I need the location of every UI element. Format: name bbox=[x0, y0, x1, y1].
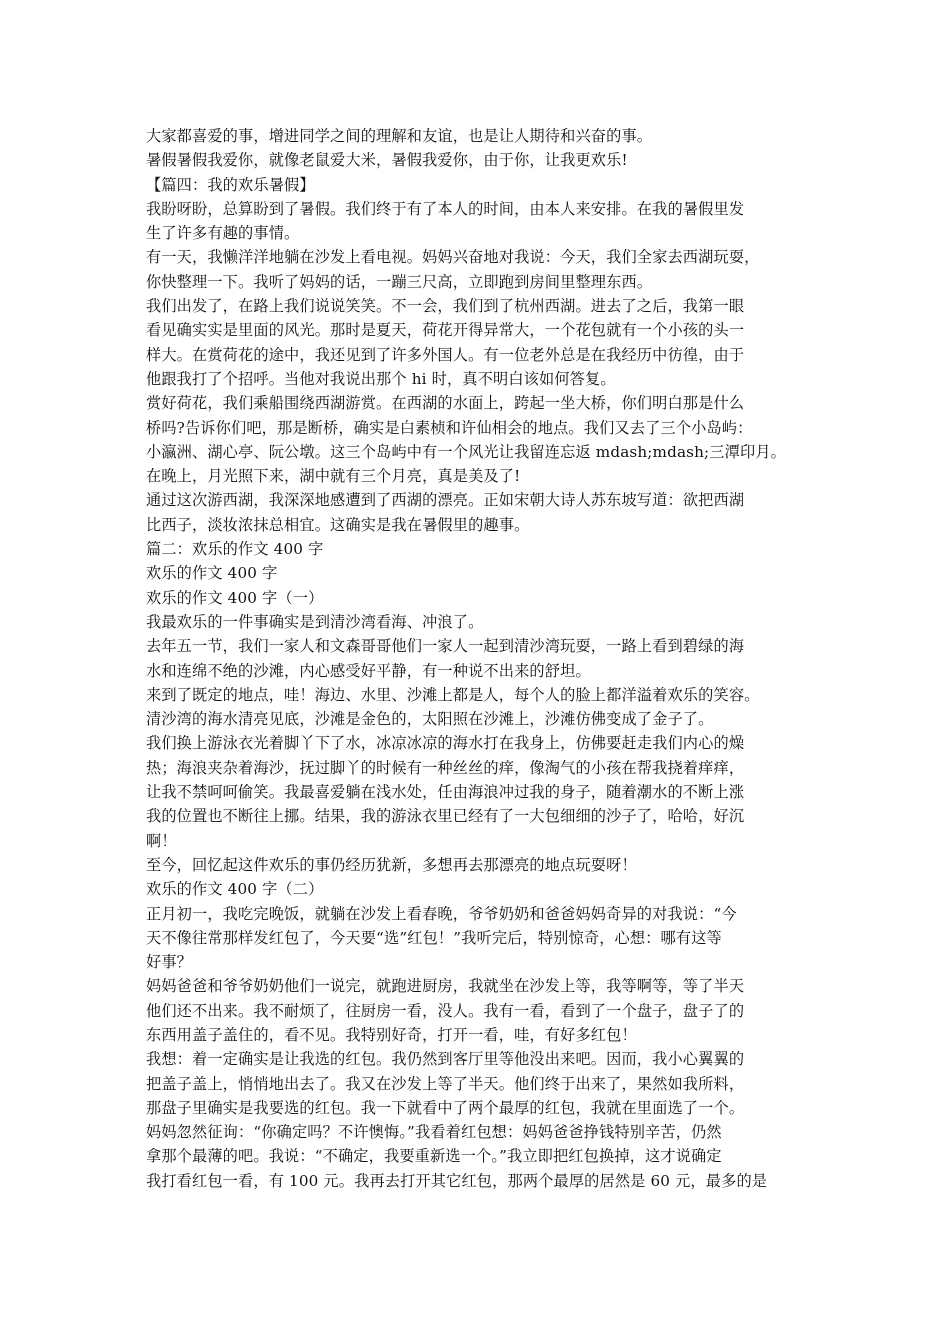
text-line: 至今，回忆起这件欢乐的事仍经历犹新，多想再去那漂亮的地点玩耍呀！ bbox=[146, 855, 637, 874]
text-line: 桥吗?告诉你们吧，那是断桥，确实是白素桢和许仙相会的地点。我们又去了三个小岛屿： bbox=[146, 418, 753, 437]
text-line: 我想：着一定确实是让我选的红包。我仍然到客厅里等他没出来吧。因而，我小心翼翼的 bbox=[146, 1050, 745, 1069]
text-line: 拿那个最薄的吧。我说：“不确定，我要重新选一个。”我立即把红包换掉，这才说确定 bbox=[146, 1147, 722, 1166]
text-line: 热；海浪夹杂着海沙，抚过脚丫的时候有一种丝丝的痒，像淘气的小孩在帮我挠着痒痒， bbox=[146, 758, 745, 777]
text-line: 生了许多有趣的事情。 bbox=[146, 224, 300, 243]
text-line: 在晚上，月光照下来，湖中就有三个月亮，真是美及了! bbox=[146, 467, 521, 486]
text-line: 样大。在赏荷花的途中，我还见到了许多外国人。有一位老外总是在我经历中彷徨，由于 bbox=[146, 345, 745, 364]
text-line: 比西子，淡妆浓抹总相宜。这确实是我在暑假里的趣事。 bbox=[146, 515, 530, 534]
section-heading: 篇二：欢乐的作文 400 字 bbox=[146, 540, 324, 559]
text-line: 正月初一，我吃完晚饭，就躺在沙发上看春晚，爷爷奶奶和爸爸妈妈奇异的对我说：“今 bbox=[146, 904, 737, 923]
text-line: 我最欢乐的一件事确实是到清沙湾看海、冲浪了。 bbox=[146, 612, 484, 631]
text-line bbox=[146, 1193, 826, 1217]
text-line: 赏好荷花，我们乘船围绕西湖游赏。在西湖的水面上，跨起一坐大桥，你们明白那是什么 bbox=[146, 394, 745, 413]
text-line: 来到了既定的地点，哇！海边、水里、沙滩上都是人，每个人的脸上都洋溢着欢乐的笑容。 bbox=[146, 685, 760, 704]
text-line: 看见确实实是里面的风光。那时是夏天，荷花开得异常大，一个花包就有一个小孩的头一 bbox=[146, 321, 745, 340]
text-line: 好事？ bbox=[146, 953, 193, 972]
text-line: 妈妈忽然征询：“你确定吗？不许懊悔。”我看着红包想：妈妈爸爸挣钱特别辛苦，仍然 bbox=[146, 1123, 722, 1142]
text-line: 你快整理一下。我听了妈妈的话，一蹦三尺高，立即跑到房间里整理东西。 bbox=[146, 272, 653, 291]
text-line: 水和连绵不绝的沙滩，内心感受好平静，有一种说不出来的舒坦。 bbox=[146, 661, 591, 680]
text-line: 小瀛洲、湖心亭、阮公墩。这三个岛屿中有一个风光让我留连忘返 mdash;mdash;三潭印月。 bbox=[146, 442, 786, 461]
text-line: 东西用盖子盖住的，看不见。我特别好奇，打开一看，哇，有好多红包！ bbox=[146, 1025, 637, 1044]
text-line: 我的位置也不断往上挪。结果，我的游泳衣里已经有了一大包细细的沙子了，哈哈，好沉 bbox=[146, 807, 745, 826]
section-heading: 欢乐的作文 400 字（二） bbox=[146, 880, 324, 899]
text-line: 去年五一节，我们一家人和文森哥哥他们一家人一起到清沙湾玩耍，一路上看到碧绿的海 bbox=[146, 637, 745, 656]
document-body bbox=[146, 124, 826, 1217]
text-line: 让我不禁呵呵偷笑。我最喜爱躺在浅水处，任由海浪冲过我的身子，随着潮水的不断上涨 bbox=[146, 783, 745, 802]
text-line: 啊！ bbox=[146, 831, 177, 850]
text-line: 他跟我打了个招呼。当他对我说出那个 hi 时，真不明白该如何答复。 bbox=[146, 369, 616, 388]
text-line: 我们出发了，在路上我们说说笑笑。不一会，我们到了杭州西湖。进去了之后，我第一眼 bbox=[146, 297, 745, 316]
text-line: 把盖子盖上，悄悄地出去了。我又在沙发上等了半天。他们终于出来了，果然如我所料， bbox=[146, 1074, 745, 1093]
text-line: 那盘子里确实是我要选的红包。我一下就看中了两个最厚的红包，我就在里面选了一个。 bbox=[146, 1098, 745, 1117]
text-line: 我们换上游泳衣光着脚丫下了水，冰凉冰凉的海水打在我身上，仿佛要赶走我们内心的燥 bbox=[146, 734, 745, 753]
text-line: 大家都喜爱的事，增进同学之间的理解和友谊，也是让人期待和兴奋的事。 bbox=[146, 127, 653, 145]
text-line: 我打看红包一看，有 100 元。我再去打开其它红包，那两个最厚的居然是 60 元，最多的是 bbox=[146, 1171, 768, 1190]
text-line: 妈妈爸爸和爷爷奶奶他们一说完，就跑进厨房，我就坐在沙发上等，我等啊等，等了半天 bbox=[146, 977, 745, 996]
text-line: 天不像往常那样发红包了，今天要“选”红包！”我听完后，特别惊奇，心想：哪有这等 bbox=[146, 928, 722, 947]
text-line: 清沙湾的海水清亮见底，沙滩是金色的，太阳照在沙滩上，沙滩仿佛变成了金子了。 bbox=[146, 710, 714, 729]
section-heading: 欢乐的作文 400 字（一） bbox=[146, 588, 324, 607]
text-line: 他们还不出来。我不耐烦了，往厨房一看，没人。我有一看，看到了一个盘子，盘子了的 bbox=[146, 1001, 745, 1020]
text-line: 有一天，我懒洋洋地躺在沙发上看电视。妈妈兴奋地对我说：今天，我们全家去西湖玩耍， bbox=[146, 248, 760, 267]
section-heading: 欢乐的作文 400 字 bbox=[146, 564, 278, 583]
text-line: 暑假暑假我爱你，就像老鼠爱大米，暑假我爱你，由于你，让我更欢乐! bbox=[146, 151, 628, 170]
text-line: 我盼呀盼，总算盼到了暑假。我们终于有了本人的时间，由本人来安排。在我的暑假里发 bbox=[146, 199, 745, 218]
text-line: 通过这次游西湖，我深深地感遭到了西湖的漂亮。正如宋朝大诗人苏东坡写道：欲把西湖 bbox=[146, 491, 745, 510]
section-heading: 【篇四：我的欢乐暑假】 bbox=[146, 175, 315, 194]
